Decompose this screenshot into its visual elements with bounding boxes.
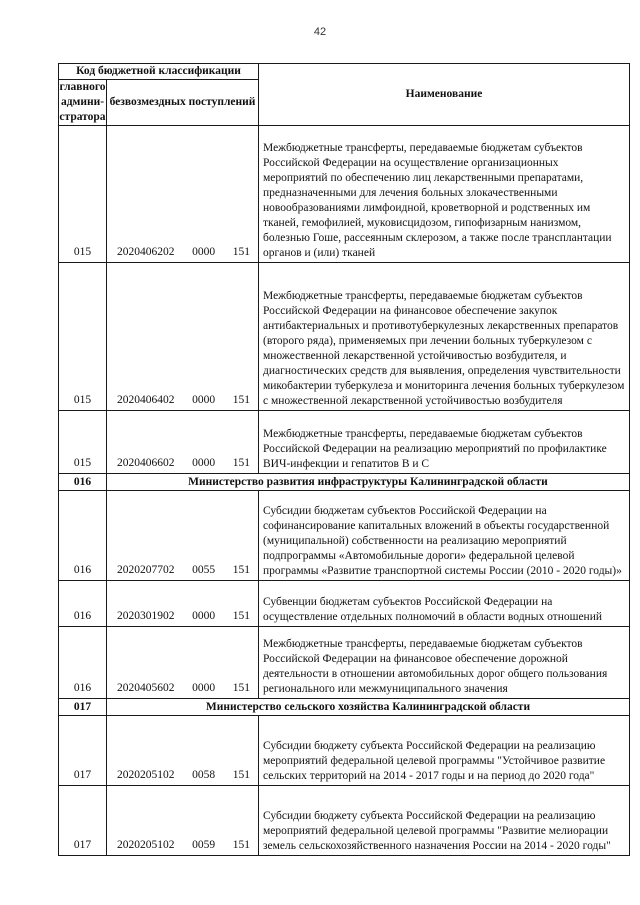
income-code-kind: 151 [232,769,250,781]
income-name: Межбюджетные трансферты, передаваемые бюджетам субъектов Российской Федерации на финансовое обеспечение закупок антибактериальных и противотуберкулезных лекарственных препаратов (второго ряда), применяемых при лечении больных туберкулезом с множественной лекарственной устойчивостью возбудителя, и диагностических средств для выявления, определения чувствительности микобактерии туберкулеза и мониторинга лечения больных туберкулезом с множественной лекарственной устойчивостью возбудителя [259,263,630,411]
income-code-sub: 0000 [192,457,216,469]
income-code-sub: 0055 [192,564,216,576]
income-code [107,786,259,856]
income-name: Межбюджетные трансферты, передаваемые бюджетам субъектов Российской Федерации на осуществление организационных мероприятий по обеспечению лиц лекарственными препаратами, предназначенными для лечения больных злокачественными новообразованиями лимфоидной, кроветворной и родственных им тканей, гемофилией, муковисцидозом, гипофизарным нанизмом, болезнью Гоше, рассеянным склерозом, а также после трансплантации органов и (или) тканей [259,126,630,263]
table-row [59,786,630,856]
ministry-code: 016 [59,474,107,491]
income-name: Субсидии бюджету субъекта Российской Федерации на реализацию мероприятий федеральной целевой программы "Развитие мелиорации земель сельскохозяйственного назначения России на 2014 - 2020 годы" [259,786,630,856]
table-row [59,491,630,581]
income-code-main: 2020405602 [117,682,175,694]
table-row [59,263,630,411]
income-name: Субсидии бюджету субъекта Российской Федерации на реализацию мероприятий федеральной целевой программы "Устойчивое развитие сельских территорий на 2014 - 2017 годы и на период до 2020 года" [259,716,630,786]
income-code-sub: 0000 [192,246,216,258]
table-row [59,716,630,786]
income-code-main: 2020301902 [117,610,175,622]
income-code-sub: 0000 [192,682,216,694]
header-admin: главного админи-стратора [59,80,107,126]
ministry-name: Министерство развития инфраструктуры Калининградской области [107,474,630,491]
income-code-sub: 0000 [192,394,216,406]
income-code-main: 2020406402 [117,394,175,406]
income-code-main: 2020205102 [117,769,175,781]
admin-code: 017 [59,716,107,786]
income-code-kind: 151 [232,564,250,576]
table-row [59,627,630,699]
page-number: 42 [313,26,327,38]
income-code-kind: 151 [232,839,250,851]
ministry-name: Министерство сельского хозяйства Калининградской области [107,699,630,716]
table-row [59,126,630,263]
header-income: безвозмездных поступлений [107,80,259,126]
income-code-main: 2020406202 [117,246,175,258]
income-code-kind: 151 [232,394,250,406]
income-code [107,627,259,699]
income-code-main: 2020207702 [117,564,175,576]
income-code [107,491,259,581]
table-row [59,411,630,474]
admin-code: 016 [59,627,107,699]
budget-classification-table [58,63,630,856]
table-row [59,581,630,627]
income-name: Субсидии бюджетам субъектов Российской Федерации на софинансирование капитальных вложений в объекты государственной (муниципальной) собственности на реализацию мероприятий подпрограммы «Автомобильные дороги» федеральной целевой программы «Развитие транспортной системы России (2010 - 2020 годы)» [259,491,630,581]
income-code-sub: 0000 [192,610,216,622]
income-name: Межбюджетные трансферты, передаваемые бюджетам субъектов Российской Федерации на реализацию мероприятий по профилактике ВИЧ-инфекции и гепатитов В и С [259,411,630,474]
income-code-main: 2020406602 [117,457,175,469]
admin-code: 015 [59,411,107,474]
header-name: Наименование [259,64,630,126]
income-name: Межбюджетные трансферты, передаваемые бюджетам субъектов Российской Федерации на финансовое обеспечение дорожной деятельности в отношении автомобильных дорог общего пользования регионального или межмуниципального значения [259,627,630,699]
admin-code: 016 [59,491,107,581]
income-code-sub: 0059 [192,839,216,851]
income-code-kind: 151 [232,457,250,469]
income-code-kind: 151 [232,246,250,258]
income-code-sub: 0058 [192,769,216,781]
income-code-main: 2020205102 [117,839,175,851]
income-code [107,126,259,263]
ministry-row [59,474,630,491]
income-code-kind: 151 [232,610,250,622]
header-classification-code: Код бюджетной классификации [59,64,259,80]
income-code [107,581,259,627]
table-body [59,126,630,856]
income-code [107,411,259,474]
admin-code: 016 [59,581,107,627]
income-name: Субвенции бюджетам субъектов Российской Федерации на осуществление отдельных полномочий в области водных отношений [259,581,630,627]
income-code [107,263,259,411]
ministry-row [59,699,630,716]
ministry-code: 017 [59,699,107,716]
admin-code: 017 [59,786,107,856]
income-code [107,716,259,786]
income-code-kind: 151 [232,682,250,694]
admin-code: 015 [59,126,107,263]
admin-code: 015 [59,263,107,411]
